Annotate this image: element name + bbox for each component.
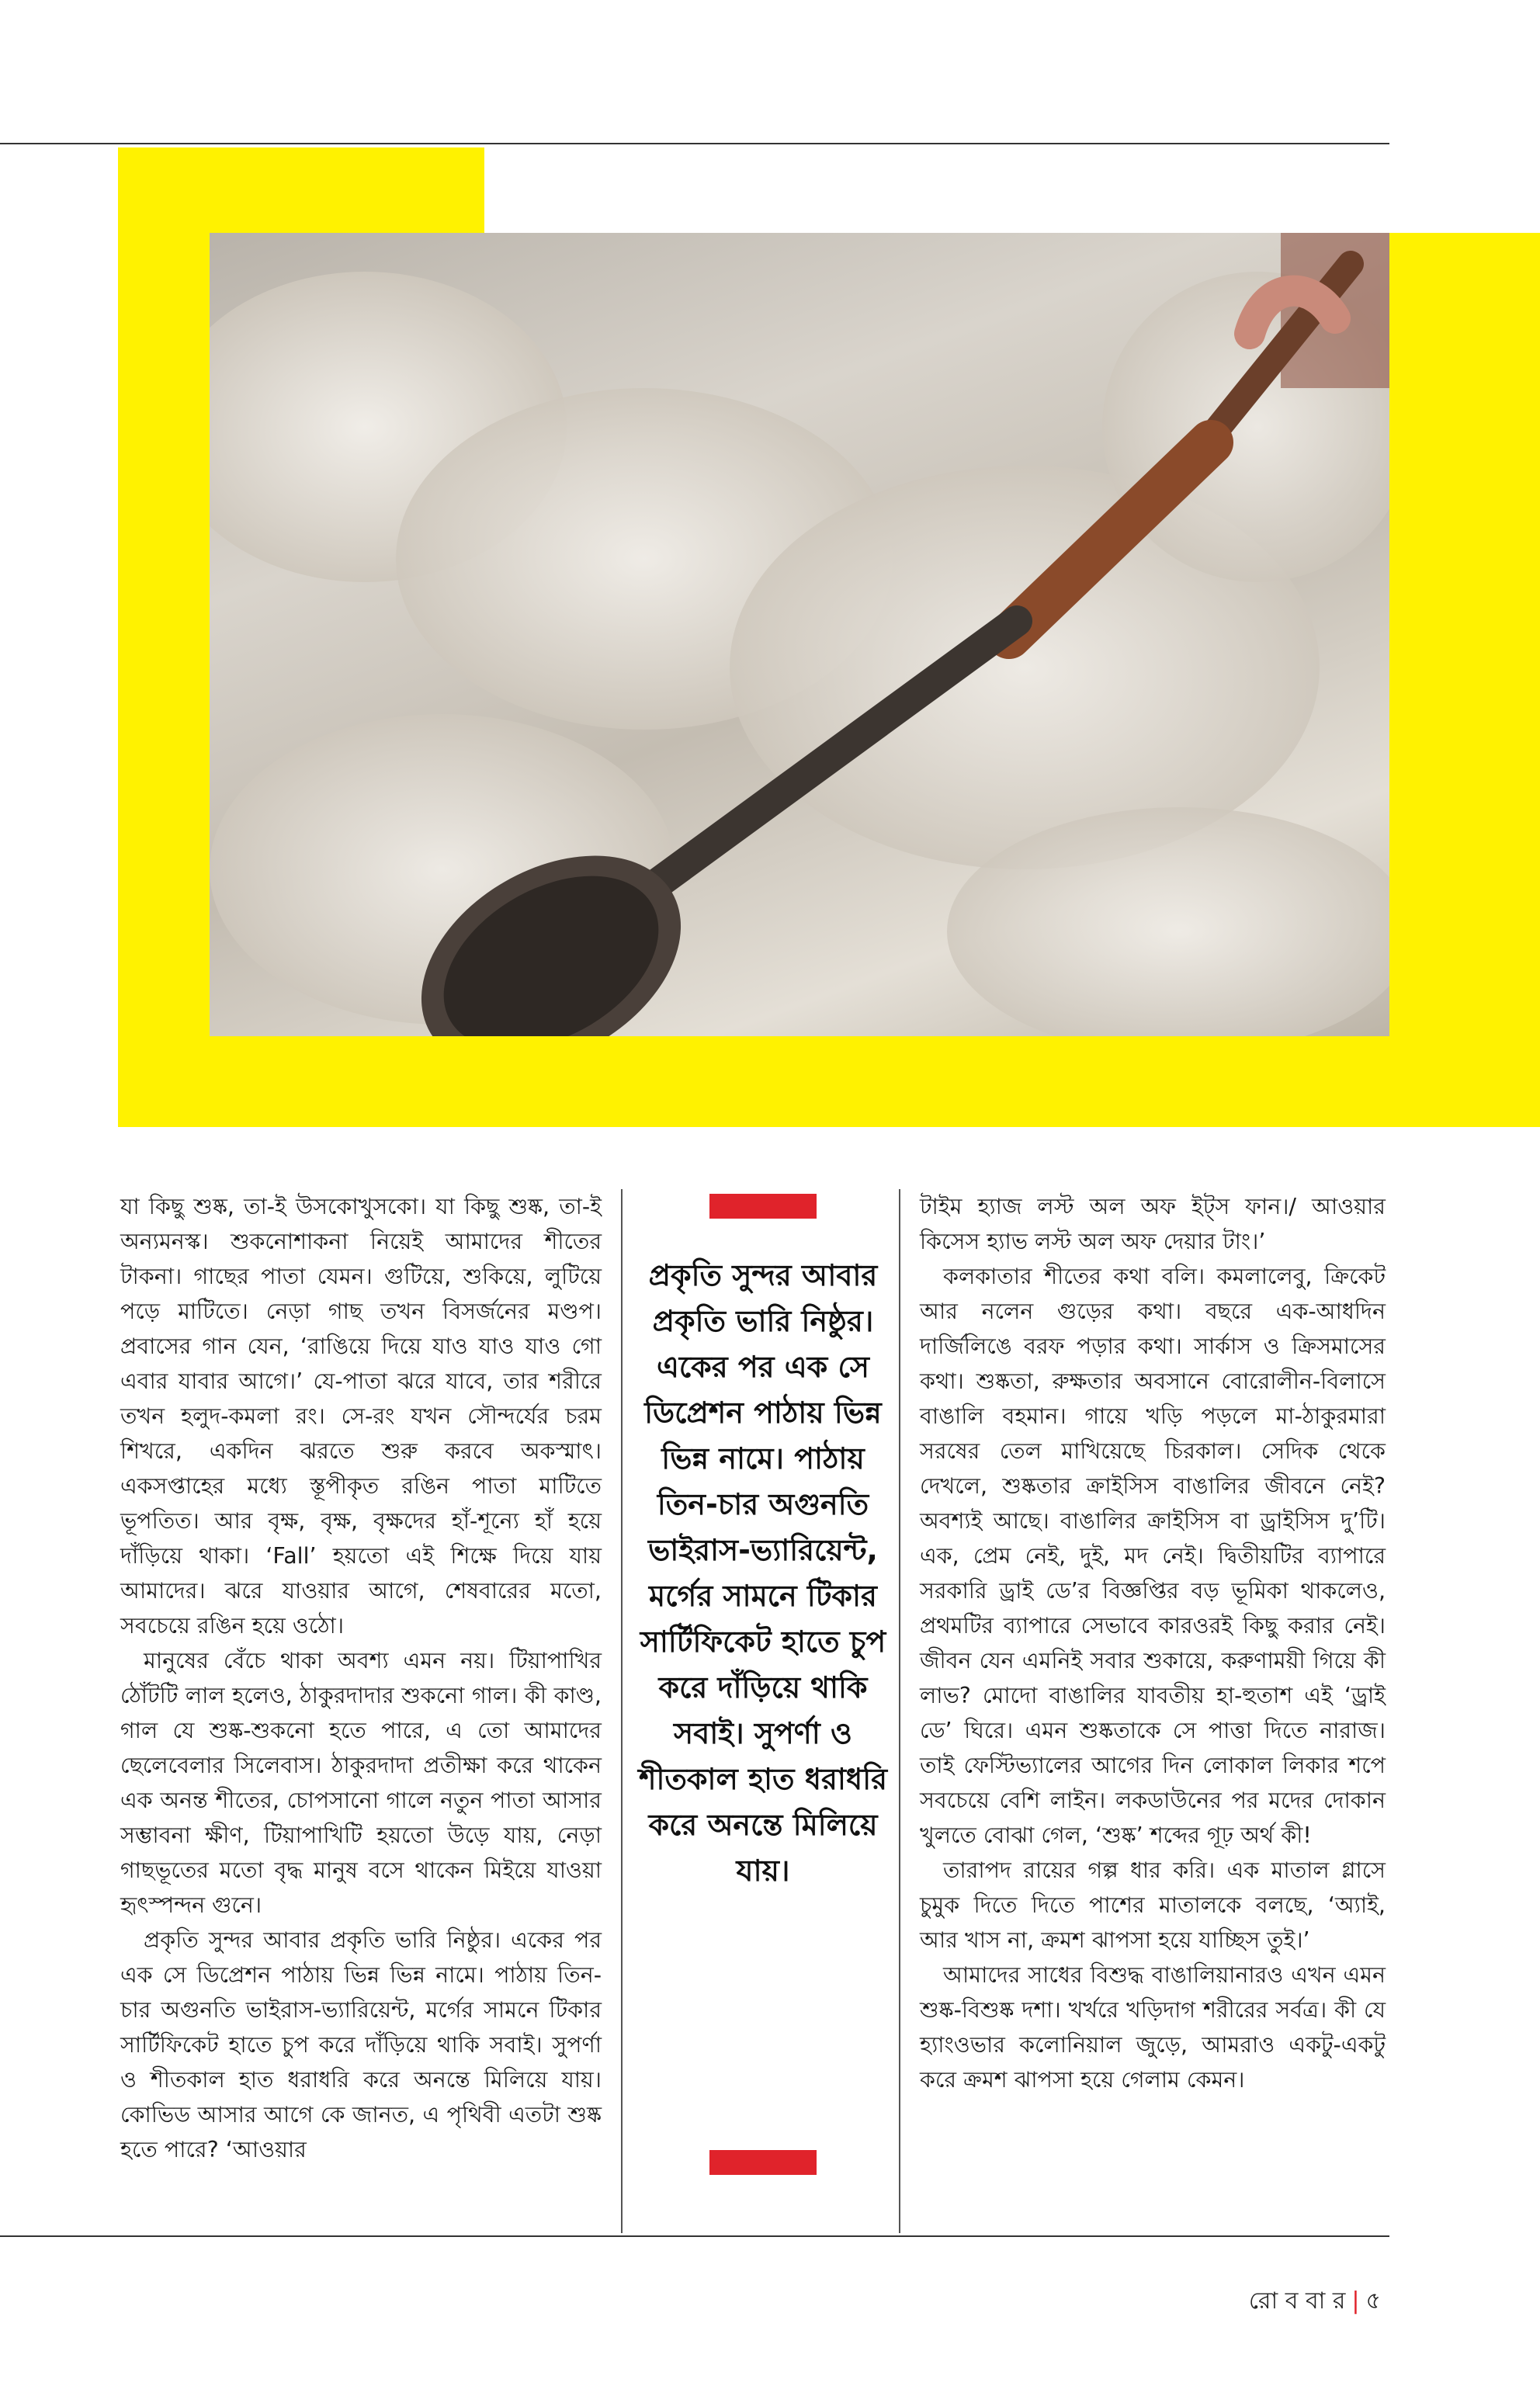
page-footer <box>1249 2282 1381 2322</box>
yellow-accent-tab <box>118 147 484 233</box>
left-paragraph-3: প্রকৃতি সুন্দর আবার প্রকৃতি ভারি নিষ্ঠুর। একের পর এক সে ডিপ্রেশন পাঠায় ভিন্ন ভিন্ন নামে। পাঠায় তিন-চার অগুনতি ভাইরাস-ভ্যারিয়েন্ট, মর্গের সামনে টিকার সার্টিফিকেট হাতে চুপ করে দাঁড়িয়ে থাকি সবাই। সুপর্ণা ও শীতকাল হাত ধরাধরি করে অনন্তে মিলিয়ে যায়। কোভিড আসার আগে কে জানত, এ পৃথিবী এতটা শুষ্ক হতে পারে? ‘আওয়ার <box>120 1927 602 2162</box>
page-number: ৫ <box>1365 2287 1381 2315</box>
cotton-carding-bow-photo <box>210 233 1389 1036</box>
right-paragraph-1: টাইম হ্যাজ লস্ট অল অফ ইট্স ফান।/ আওয়ার কিসেস হ্যাভ লস্ট অল অফ দেয়ার টাং।’ <box>920 1194 1386 1254</box>
column-divider-left <box>621 1189 623 2233</box>
left-paragraph-1: যা কিছু শুষ্ক, তা-ই উসকোখুসকো। যা কিছু শুষ্ক, তা-ই অন্যমনস্ক। শুকনোশাকনা নিয়েই আমাদের শীতের টাকনা। গাছের পাতা যেমন। গুটিয়ে, শুকিয়ে, লুটিয়ে পড়ে মাটিতে। নেড়া গাছ তখন বিসর্জনের মণ্ডপ। প্রবাসের গান যেন, ‘রাঙিয়ে দিয়ে যাও যাও যাও গো এবার যাবার আগে।’ যে-পাতা ঝরে যাবে, তার শরীরে তখন হলুদ-কমলা রং। সে-রং যখন সৌন্দর্যের চরম শিখরে, একদিন ঝরতে শুরু করবে অকস্মাৎ। একসপ্তাহের মধ্যে স্তূপীকৃত রঙিন পাতা মাটিতে ভূপতিত। আর বৃক্ষ, বৃক্ষ, বৃক্ষদের হাঁ-শূন্যে হাঁ হয়ে দাঁড়িয়ে থাকা। ‘Fall’ হয়তো এই শিক্ষে দিয়ে যায় আমাদের। ঝরে যাওয়ার আগে, শেষবারের মতো, সবচেয়ে রঙিন হয়ে ওঠো। <box>120 1194 602 1639</box>
right-paragraph-4: আমাদের সাধের বিশুদ্ধ বাঙালিয়ানারও এখন এমন শুষ্ক-বিশুষ্ক দশা। খর্খরে খড়িদাগ শরীরের সর্বত্র। কী যে হ্যাংওভার কলোনিয়াল জুড়ে, আমরাও একটু-একটু করে ক্রমশ ঝাপসা হয়ে গেলাম কেমন। <box>920 1962 1386 2093</box>
bottom-rule <box>0 2235 1389 2237</box>
left-paragraph-2: মানুষের বেঁচে থাকা অবশ্য এমন নয়। টিয়াপাখির ঠোঁটটি লাল হলেও, ঠাকুরদাদার শুকনো গাল। কী কাণ্ড, গাল যে শুষ্ক-শুকনো হতে পারে, এ তো আমাদের ছেলেবেলার সিলেবাস। ঠাকুরদাদা প্রতীক্ষা করে থাকেন এক অনন্ত শীতের, চোপসানো গালে নতুন পাতা আসার সম্ভাবনা ক্ষীণ, টিয়াপাখিটি হয়তো উড়ে যায়, নেড়া গাছভূতের মতো বৃদ্ধ মানুষ বসে থাকেন মিইয়ে যাওয়া হৃৎস্পন্দন গুনে। <box>120 1648 602 1918</box>
right-paragraph-2: কলকাতার শীতের কথা বলি। কমলালেবু, ক্রিকেট আর নলেন গুড়ের কথা। বছরে এক-আধদিন দার্জিলিঙে বরফ পড়ার কথা। সার্কাস ও ক্রিসমাসের কথা। শুষ্কতা, রুক্ষতার অবসানে বোরোলীন-বিলাসে বাঙালি বহমান। গায়ে খড়ি পড়লে মা-ঠাকুরমারা সরষের তেল মাখিয়েছে চিরকাল। সেদিক থেকে দেখলে, শুষ্কতার ক্রাইসিস বাঙালির জীবনে নেই? অবশ্যই আছে। বাঙালির ক্রাইসিস বা ড্রাইসিস দু’টি। এক, প্রেম নেই, দুই, মদ নেই। দ্বিতীয়টির ব্যাপারে সরকারি ড্রাই ডে’র বিজ্ঞপ্তির বড় ভূমিকা থাকলেও, প্রথমটির ব্যাপারে সেভাবে কারওরই কিছু করার নেই। জীবন যেন এমনিই সবার শুকায়ে, করুণাময়ী গিয়ে কী লাভ? মোদো বাঙালির যাবতীয় হা-হুতাশ এই ‘ড্রাই ডে’ ঘিরে। এমন শুষ্কতাকে সে পাত্তা দিতে নারাজ। তাই ফেস্টিভ্যালের আগের দিন লোকাল লিকার শপে সবচেয়ে বেশি লাইন। লকডাউনের পর মদের দোকান খুলতে বোঝা গেল, ‘শুষ্ক’ শব্দের গূঢ় অর্থ কী! <box>920 1264 1386 1848</box>
pull-quote-top-bar <box>709 1194 817 1219</box>
photo-illustration <box>210 233 1389 1036</box>
right-paragraph-3: তারাপদ রায়ের গল্প ধার করি। এক মাতাল গ্লাসে চুমুক দিতে দিতে পাশের মাতালকে বলছে, ‘অ্যাই, আর খাস না, ক্রমশ ঝাপসা হয়ে যাচ্ছিস তুই।’ <box>920 1857 1386 1953</box>
magazine-name: রো ব বা র <box>1248 2287 1346 2315</box>
article-column-left <box>120 1189 602 2167</box>
top-rule <box>0 143 1389 144</box>
pull-quote: প্রকৃতি সুন্দর আবার প্রকৃতি ভারি নিষ্ঠুর। একের পর এক সে ডিপ্রেশন পাঠায় ভিন্ন ভিন্ন নামে। পাঠায় তিন-চার অগুনতি ভাইরাস-ভ্যারিয়েন্ট, মর্গের সামনে টিকার সার্টিফিকেট হাতে চুপ করে দাঁড়িয়ে থাকি সবাই। সুপর্ণা ও শীতকাল হাত ধরাধরি করে অনন্তে মিলিয়ে যায়। <box>638 1258 888 1888</box>
pull-quote-bottom-bar <box>709 2150 817 2175</box>
article-column-right <box>920 1189 1386 2097</box>
column-divider-right <box>899 1189 900 2233</box>
footer-separator: | <box>1351 2287 1360 2315</box>
